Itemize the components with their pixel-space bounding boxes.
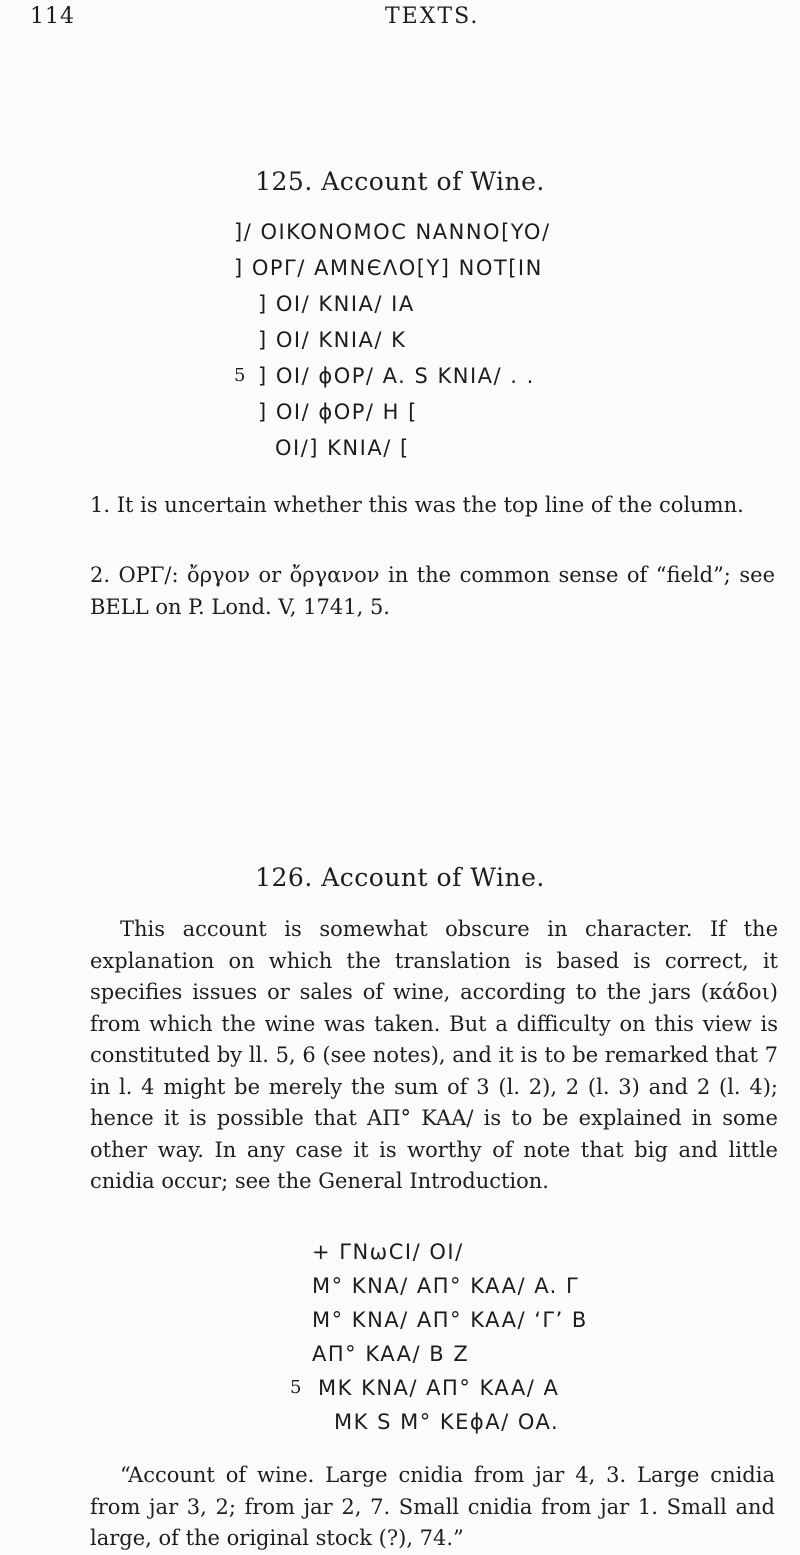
text-line: + ΓNωCI/ OI/ xyxy=(312,1240,464,1264)
line-number: 5 xyxy=(234,365,246,386)
section-126-title: 126. Account of Wine. xyxy=(255,863,545,892)
running-title: TEXTS. xyxy=(385,4,480,29)
text-line: ] OI/ ϕOP/ H [ xyxy=(258,400,418,424)
text-line: M° KNA/ AΠ° KAA/ ‘Γ’ B xyxy=(312,1308,588,1332)
text-line: ] OI/ KNIA/ IA xyxy=(258,292,415,316)
text-line: OI/] KNIA/ [ xyxy=(275,436,410,460)
note-1: 1. It is uncertain whether this was the top line of the column. xyxy=(90,493,744,517)
text-line: ]/ OIKONOMOC NANNO[YO/ xyxy=(234,220,551,244)
section-126-paragraph: This account is somewhat obscure in character. If the explanation on which the translation is based is correct, it specifies issues or sales of wine, according to the jars (κάδοι) from which the wine was taken. But a difficulty on this view is constituted by ll. 5, 6 (see notes), and it is to be remarked that 7 in l. 4 might be merely the sum of 3 (l. 2), 2 (l. 3) and 2 (l. 4); hence it is possible that AΠ° KAA/ is to be explained in some other way. In any case it is worthy of note that big and little cnidia occur; see the General Introduction. xyxy=(90,917,778,1193)
text-line: ] OPΓ/ AMNЄΛO[Y] NOT[IN xyxy=(234,256,543,280)
text-line: MK S M° KEϕA/ OA. xyxy=(334,1410,560,1434)
text-line: ] OI/ KNIA/ K xyxy=(258,328,407,352)
line-number: 5 xyxy=(290,1377,302,1398)
text-line: AΠ° KAA/ B Z xyxy=(312,1342,470,1366)
text-line: MK KNA/ AΠ° KAA/ A xyxy=(318,1376,560,1400)
text-line: M° KNA/ AΠ° KAA/ A. Γ xyxy=(312,1274,580,1298)
text-line: ] OI/ ϕOP/ A. S KNIA/ . . xyxy=(258,364,535,388)
section-125-title: 125. Account of Wine. xyxy=(255,167,545,196)
page-header xyxy=(30,4,770,34)
translation: “Account of wine. Large cnidia from jar 4, 3. Large cnidia from jar 3, 2; from jar 2, 7. Small cnidia from jar 1. Small and large, of the original stock (?), 74.” xyxy=(90,1463,775,1550)
page-number: 114 xyxy=(30,4,75,29)
note-2: 2. OPΓ/: ὄργον or ὄργανον in the common sense of “field”; see BELL on P. Lond. V, 1741, 5. xyxy=(90,563,775,619)
